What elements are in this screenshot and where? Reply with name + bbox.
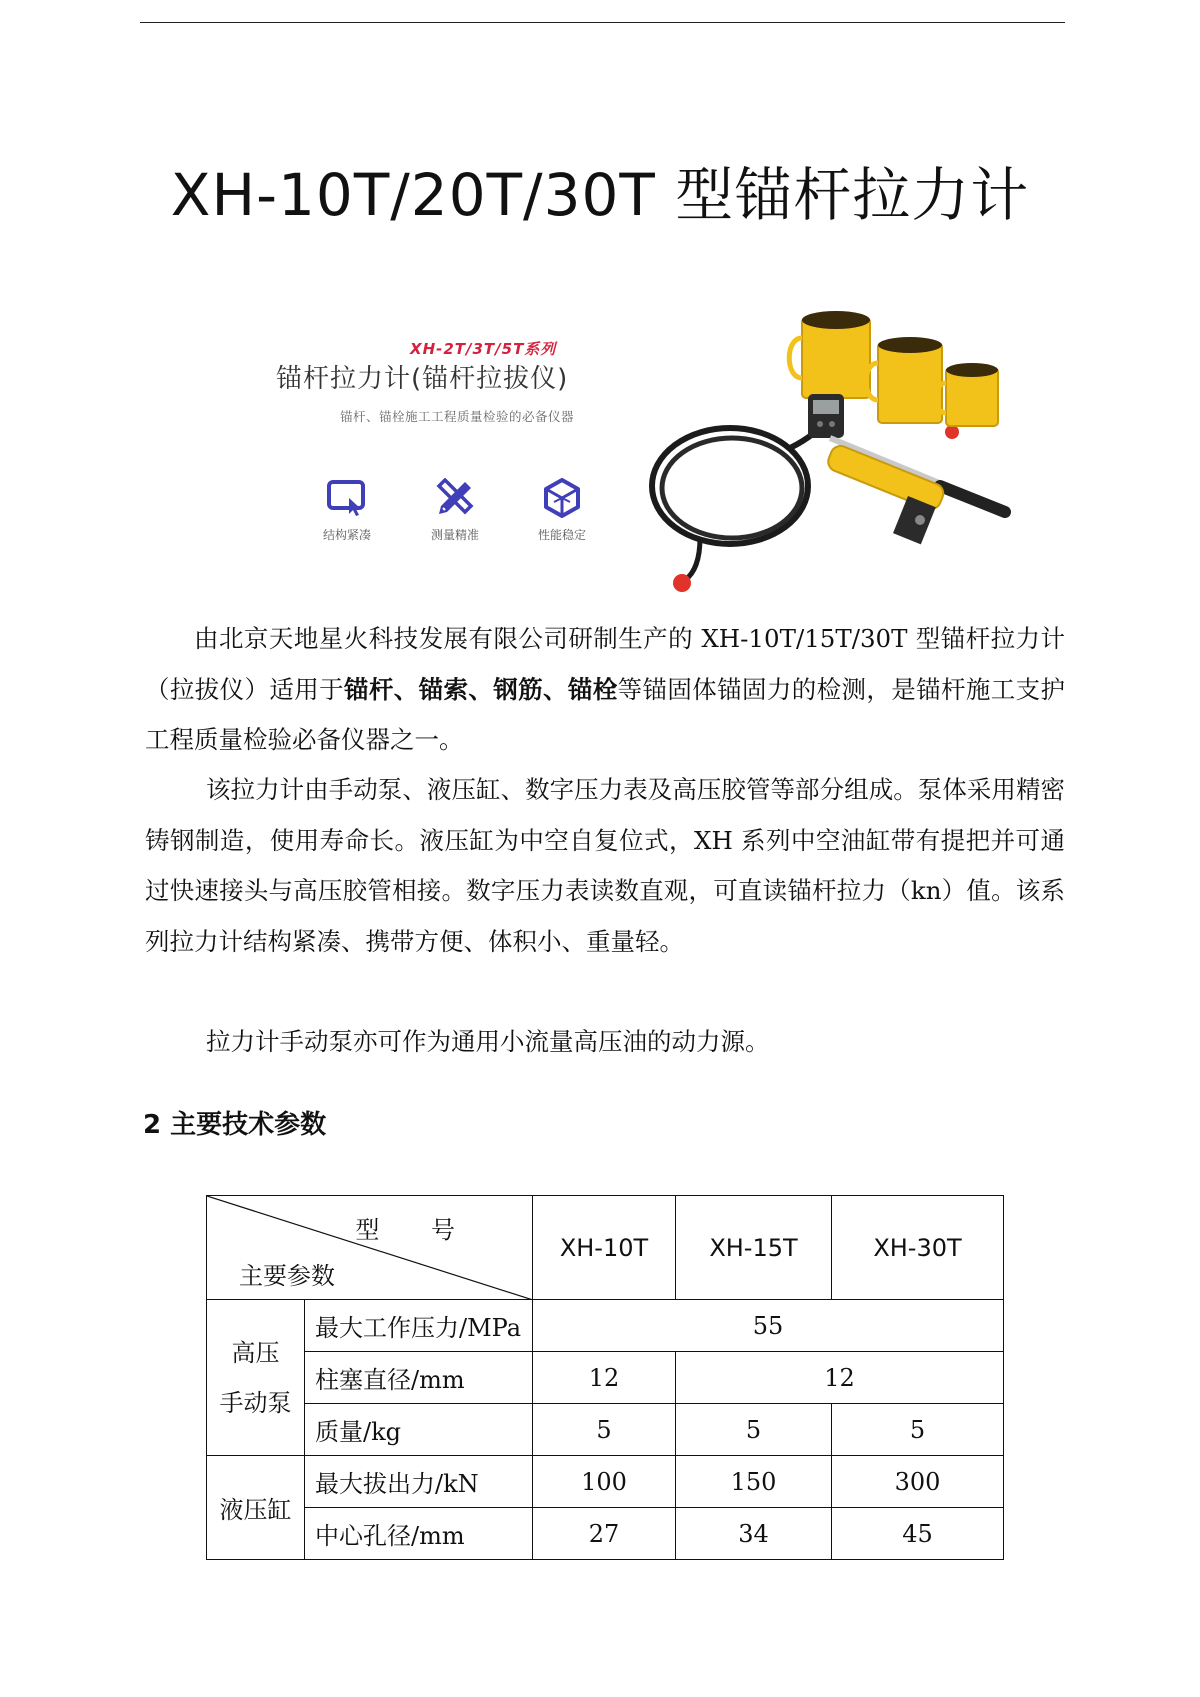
cell-value: 300 (832, 1456, 1004, 1508)
banner-tagline: 锚杆、锚栓施工工程质量检验的必备仪器 (340, 409, 575, 424)
feature-label: 测量精准 (430, 528, 479, 542)
feature-compact (302, 478, 392, 543)
param-label: 柱塞直径/mm (305, 1352, 533, 1404)
model-header: XH-10T (533, 1196, 676, 1300)
cell-value: 12 (533, 1352, 676, 1404)
intro-text-a: 由北京天地星火科技发展有限公司研制生产的 XH-10T/15T/30T 型锚杆拉力计（拉拔仪）适用于 (145, 624, 1065, 704)
cell-value: 150 (676, 1456, 832, 1508)
intro-text-b: 等锚固体锚固力的检测，是锚杆施工支护工程质量检验必备仪器之一。 (145, 674, 1065, 754)
header-model-label: 型 号 (355, 1216, 477, 1244)
cell-value: 55 (533, 1300, 1004, 1352)
group-cylinder: 液压缸 (207, 1456, 305, 1560)
banner-product-name: 锚杆拉力计(锚杆拉拔仪) (276, 364, 569, 394)
header-param-label: 主要参数 (239, 1262, 335, 1290)
product-banner (262, 300, 1052, 600)
table-row (207, 1352, 1004, 1404)
feature-label: 结构紧凑 (322, 528, 371, 542)
cell-value: 12 (676, 1352, 1004, 1404)
intro-text-bold: 锚杆、锚索、钢筋、锚栓 (344, 674, 618, 704)
cell-value: 27 (533, 1508, 676, 1560)
param-label: 最大拔出力/kN (305, 1456, 533, 1508)
table-header-row (207, 1196, 1004, 1300)
table-row (207, 1508, 1004, 1560)
feature-label: 性能稳定 (537, 528, 586, 542)
table-row (207, 1456, 1004, 1508)
table-row (207, 1404, 1004, 1456)
product-photo (640, 308, 1052, 598)
group-pump-line1: 高压 (231, 1338, 280, 1367)
cell-value: 34 (676, 1508, 832, 1560)
feature-accurate (410, 478, 500, 543)
ruler-pencil-icon (433, 478, 477, 518)
group-pump (207, 1300, 305, 1456)
model-header: XH-30T (832, 1196, 1004, 1300)
diagonal-header-cell (207, 1196, 533, 1300)
intro-paragraph (145, 614, 1065, 766)
cell-value: 5 (676, 1404, 832, 1456)
header-rule (140, 22, 1065, 23)
cell-value: 5 (832, 1404, 1004, 1456)
document-title: XH-10T/20T/30T 型锚杆拉力计 (170, 161, 1030, 229)
section-heading: 2 主要技术参数 (143, 1110, 327, 1140)
banner-series: XH-2T/3T/5T系列 (410, 340, 557, 358)
cell-value: 45 (832, 1508, 1004, 1560)
power-source-paragraph: 拉力计手动泵亦可作为通用小流量高压油的动力源。 (206, 1027, 770, 1056)
group-pump-line2: 手动泵 (219, 1388, 292, 1417)
param-label: 最大工作压力/MPa (305, 1300, 533, 1352)
model-header: XH-15T (676, 1196, 832, 1300)
tablet-hand-icon (325, 478, 369, 518)
param-label: 质量/kg (305, 1404, 533, 1456)
feature-stable (517, 478, 607, 543)
cell-value: 5 (533, 1404, 676, 1456)
composition-paragraph: 该拉力计由手动泵、液压缸、数字压力表及高压胶管等部分组成。泵体采用精密铸钢制造，使用寿命长。液压缸为中空自复位式，XH 系列中空油缸带有提把并可通过快速接头与高压胶管相接。数字压力表读数直观，可直读锚杆拉力（kn）值。该系列拉力计结构紧凑、携带方便、体积小、重量轻。 (145, 775, 1065, 956)
param-label: 中心孔径/mm (305, 1508, 533, 1560)
spec-table (206, 1195, 1004, 1560)
cube-icon (540, 478, 584, 518)
cell-value: 100 (533, 1456, 676, 1508)
table-row (207, 1300, 1004, 1352)
